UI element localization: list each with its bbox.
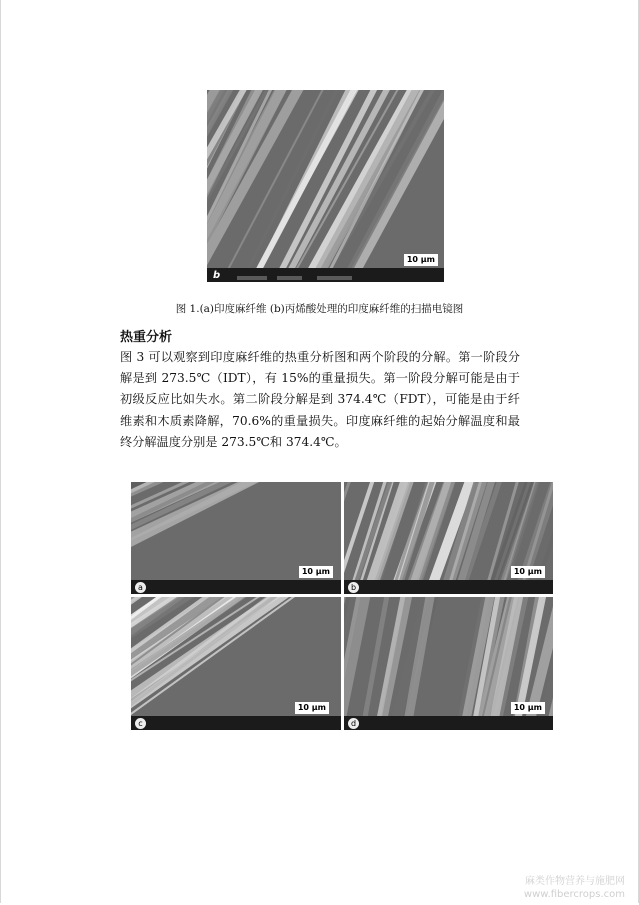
figure-2-panel-d-scale-bar: 10 µm (511, 702, 545, 714)
figure-1-scale-bar: 10 µm (404, 254, 438, 266)
figure-2-panel-c (131, 597, 341, 730)
body-paragraph: 图 3 可以观察到印度麻纤维的热重分析图和两个阶段的分解。第一阶段分解是到 273.5℃（IDT），有 15%的重量损失。第一阶段分解可能是由于初级反应比如失水。第二阶段分解是到 374.4℃（FDT），可能是由于纤维素和木质素降解，70.6%的重量损失。印度麻纤维的起始分解温度和最终分解温度分别是 273.5℃和 374.4℃。 (120, 350, 520, 449)
figure-2-panel-d-letter: d (348, 718, 359, 729)
figure-2-panel-b (344, 482, 553, 594)
figure-2-panel-d (344, 597, 553, 730)
figure-2-panel-b-scale-bar: 10 µm (511, 566, 545, 578)
watermark-line-1: 麻类作物营养与施肥网 (525, 876, 625, 887)
sem-info-bar (207, 268, 444, 282)
figure-1-caption: 图 1.(a)印度麻纤维 (b)丙烯酸处理的印度麻纤维的扫描电镜图 (175, 303, 464, 315)
figure-1-sem-image (207, 90, 444, 282)
figure-2-panel-a (131, 482, 341, 594)
site-watermark (524, 875, 625, 901)
figure-1-panel-letter: b (213, 270, 221, 281)
section-heading: 热重分析 (120, 330, 173, 345)
figure-2-panel-c-letter: c (135, 718, 146, 729)
figure-2-panel-a-scale-bar: 10 µm (299, 566, 333, 578)
figure-2-panel-b-letter: b (348, 582, 359, 593)
watermark-line-2: www.fibercrops.com (523, 889, 625, 900)
figure-2-panel-c-scale-bar: 10 µm (295, 702, 329, 714)
figure-2-panel-a-letter: a (135, 582, 146, 593)
